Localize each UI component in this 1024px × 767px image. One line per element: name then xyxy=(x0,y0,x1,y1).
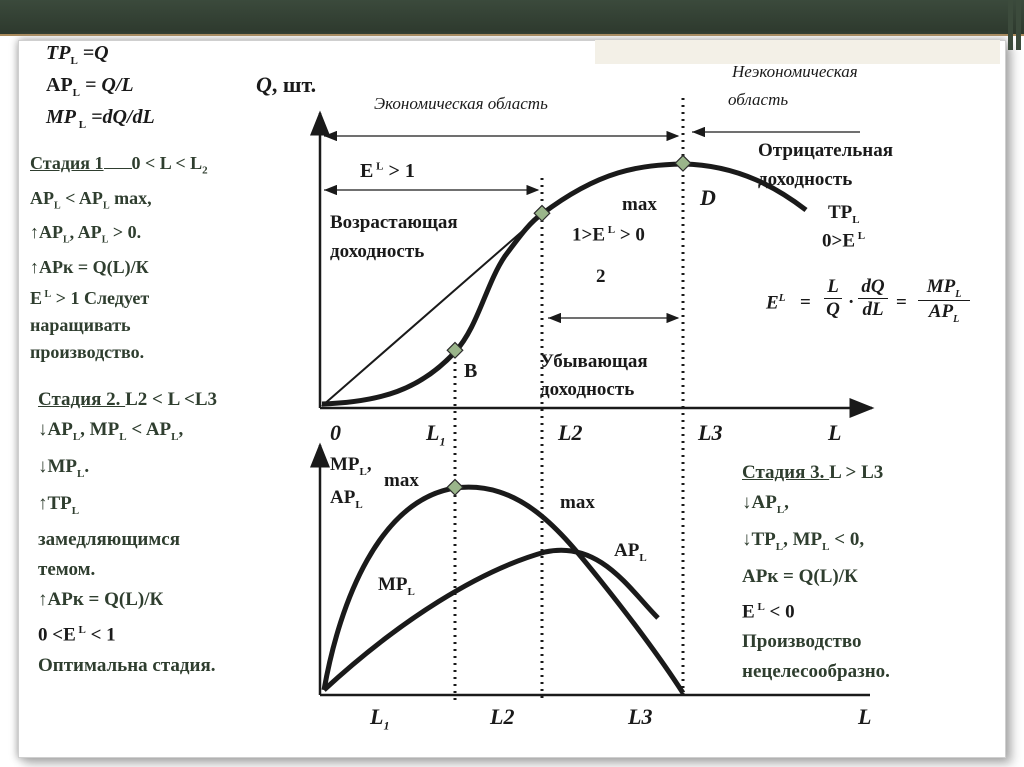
el-gt1-label: E $^L$ > 1 xyxy=(360,160,415,182)
stage2-text: Стадия 2. L2 < L <L3 $↓AP_L$, $MP_L < AP_L$, $↓MP_L$. $↑TP_L$ замедляющимся темом. ↑APк = Q(L)/К 0 <E $^L$ < 1 Оптимальна стадия. xyxy=(38,389,217,676)
ap-max-label: max xyxy=(560,492,595,513)
ap-formula: $AP_L = Q/L$ xyxy=(46,74,134,99)
economic-region-label: Экономическая область xyxy=(374,94,548,113)
mp-max-label: max xyxy=(384,470,419,491)
non-economic-label-2: область xyxy=(728,90,789,109)
point-d-marker xyxy=(675,156,691,172)
point-b-label: B xyxy=(464,360,478,382)
el-between-label: 1>E $^L$ > 0 xyxy=(572,224,645,246)
x-tick-l: L xyxy=(828,420,842,445)
x-tick-l2: L2 xyxy=(558,420,583,445)
x-tick-l1: $L_1$ xyxy=(426,420,446,449)
increasing-returns-label: Возрастающая доходность xyxy=(330,212,458,262)
y-axis-label: Q, шт. xyxy=(256,72,317,97)
stage3-text: Стадия 3. L > L3 $↓AP_L$, $↓TP_L$, $MP_L < 0$, APк = Q(L)/К E $^L$ < 0 Производство нецелесообразно. xyxy=(742,462,890,682)
non-economic-label-1: Неэкономическая xyxy=(732,62,858,81)
bottom-x-tick-l3: L3 xyxy=(628,704,653,729)
bottom-x-tick-l: L xyxy=(858,704,872,729)
bottom-x-tick-l1: $L_1$ xyxy=(370,704,390,733)
tp-formula: $TP_L =Q$ xyxy=(46,42,109,67)
x-tick-origin: 0 xyxy=(330,420,341,445)
ap-curve-label: $AP_L$ xyxy=(614,540,647,564)
tp-max-label: max xyxy=(622,194,657,215)
stage-number-label: 2 xyxy=(596,266,606,287)
el-negative-label: 0>E $^L$ xyxy=(822,230,866,252)
x-tick-l3: L3 xyxy=(698,420,723,445)
negative-returns-label: Отрицательная доходность xyxy=(758,140,894,190)
bottom-x-tick-l2: L2 xyxy=(490,704,515,729)
tp-curve-label: $TP_L$ xyxy=(828,202,860,226)
ap-curve xyxy=(324,550,658,690)
mp-formula: MP $_L$ =dQ/dL xyxy=(46,106,155,131)
mp-curve-label: $MP_L$ xyxy=(378,574,415,598)
stage1-text: Стадия 1 $0 < L < L_2$ $AP_L < AP_L$ max, $↑AP_L$, $AP_L > 0$. ↑APк = Q(L)/К E $^L$ > 1 Следует наращивать производство. xyxy=(30,153,208,362)
decreasing-returns-label: Убывающая доходность xyxy=(540,351,648,400)
bottom-y-axis-label: $MP_L$, $AP_L$ xyxy=(330,454,372,511)
point-d-label: D xyxy=(700,185,716,210)
mp-max-marker xyxy=(447,480,463,496)
